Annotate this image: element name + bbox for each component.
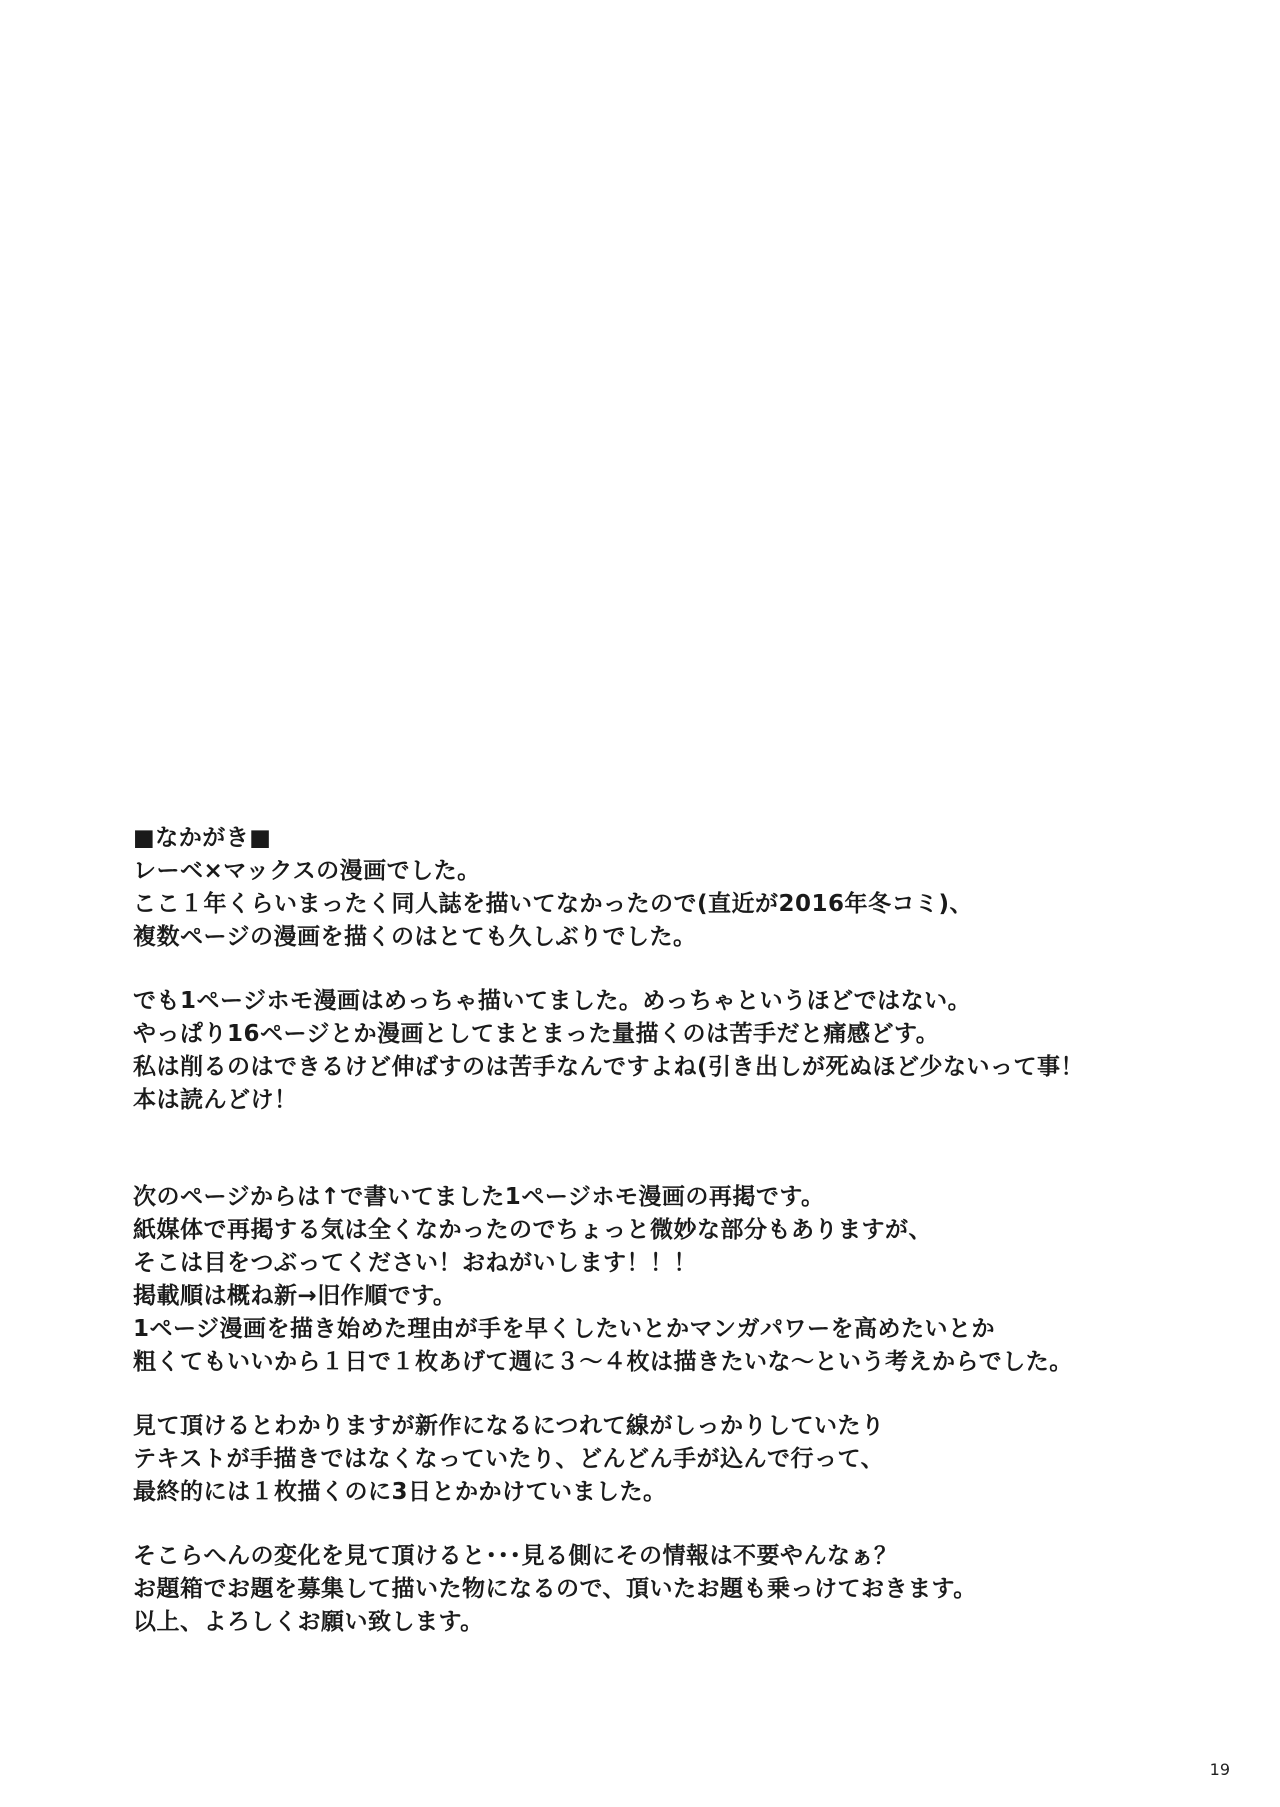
text-line: そこは目をつぶってください！おねがいします！！！ [133, 1250, 697, 1276]
text-line: 次のページからは↑で書いてました1ページホモ漫画の再掲です。 [133, 1184, 825, 1210]
text-line: 最終的には１枚描くのに3日とかかけていました。 [133, 1479, 667, 1505]
text-line: 粗くてもいいから１日で１枚あげて週に３～４枚は描きたいな～という考えからでした。 [133, 1349, 1073, 1375]
text-line: 1ページ漫画を描き始めた理由が手を早くしたいとかマンガパワーを高めたいとか [133, 1316, 996, 1342]
text-line: レーベ×マックスの漫画でした。 [133, 858, 481, 884]
text-line: 見て頂けるとわかりますが新作になるにつれて線がしっかりしていたり [133, 1413, 885, 1439]
paragraph-3 [133, 1181, 1193, 1379]
text-line: 紙媒体で再掲する気は全くなかったのでちょっと微妙な部分もありますが、 [133, 1217, 932, 1243]
text-line: 掲載順は概ね新→旧作順です。 [133, 1283, 457, 1309]
text-line: お題箱でお題を募集して描いた物になるので、頂いたお題も乗っけておきます。 [133, 1576, 977, 1602]
text-line: 私は削るのはできるけど伸ばすのは苦手なんですよね(引き出しが死ぬほど少ないって事！ [133, 1054, 1085, 1080]
afterword-heading: ■なかがき■ [133, 825, 272, 851]
afterword-text [133, 822, 1193, 1639]
paragraph-1 [133, 855, 1193, 954]
text-line: そこらへんの変化を見て頂けると･･･見る側にその情報は不要やんなぁ？ [133, 1543, 898, 1569]
text-line: 以上、よろしくお願い致します。 [133, 1609, 484, 1635]
text-line: ここ１年くらいまったく同人誌を描いてなかったので(直近が2016年冬コミ)、 [133, 891, 974, 917]
text-line: 本は読んどけ！ [133, 1087, 298, 1113]
paragraph-2 [133, 985, 1193, 1117]
page-number: 19 [1209, 1760, 1230, 1779]
text-line: 複数ページの漫画を描くのはとても久しぶりでした。 [133, 924, 697, 950]
text-line: やっぱり16ページとか漫画としてまとまった量描くのは苦手だと痛感どす。 [133, 1021, 940, 1047]
text-line: テキストが手描きではなくなっていたり、どんどん手が込んで行って、 [133, 1446, 885, 1472]
paragraph-5 [133, 1540, 1193, 1639]
paragraph-4 [133, 1410, 1193, 1509]
text-line: でも1ページホモ漫画はめっちゃ描いてました。めっちゃというほどではない。 [133, 988, 972, 1014]
